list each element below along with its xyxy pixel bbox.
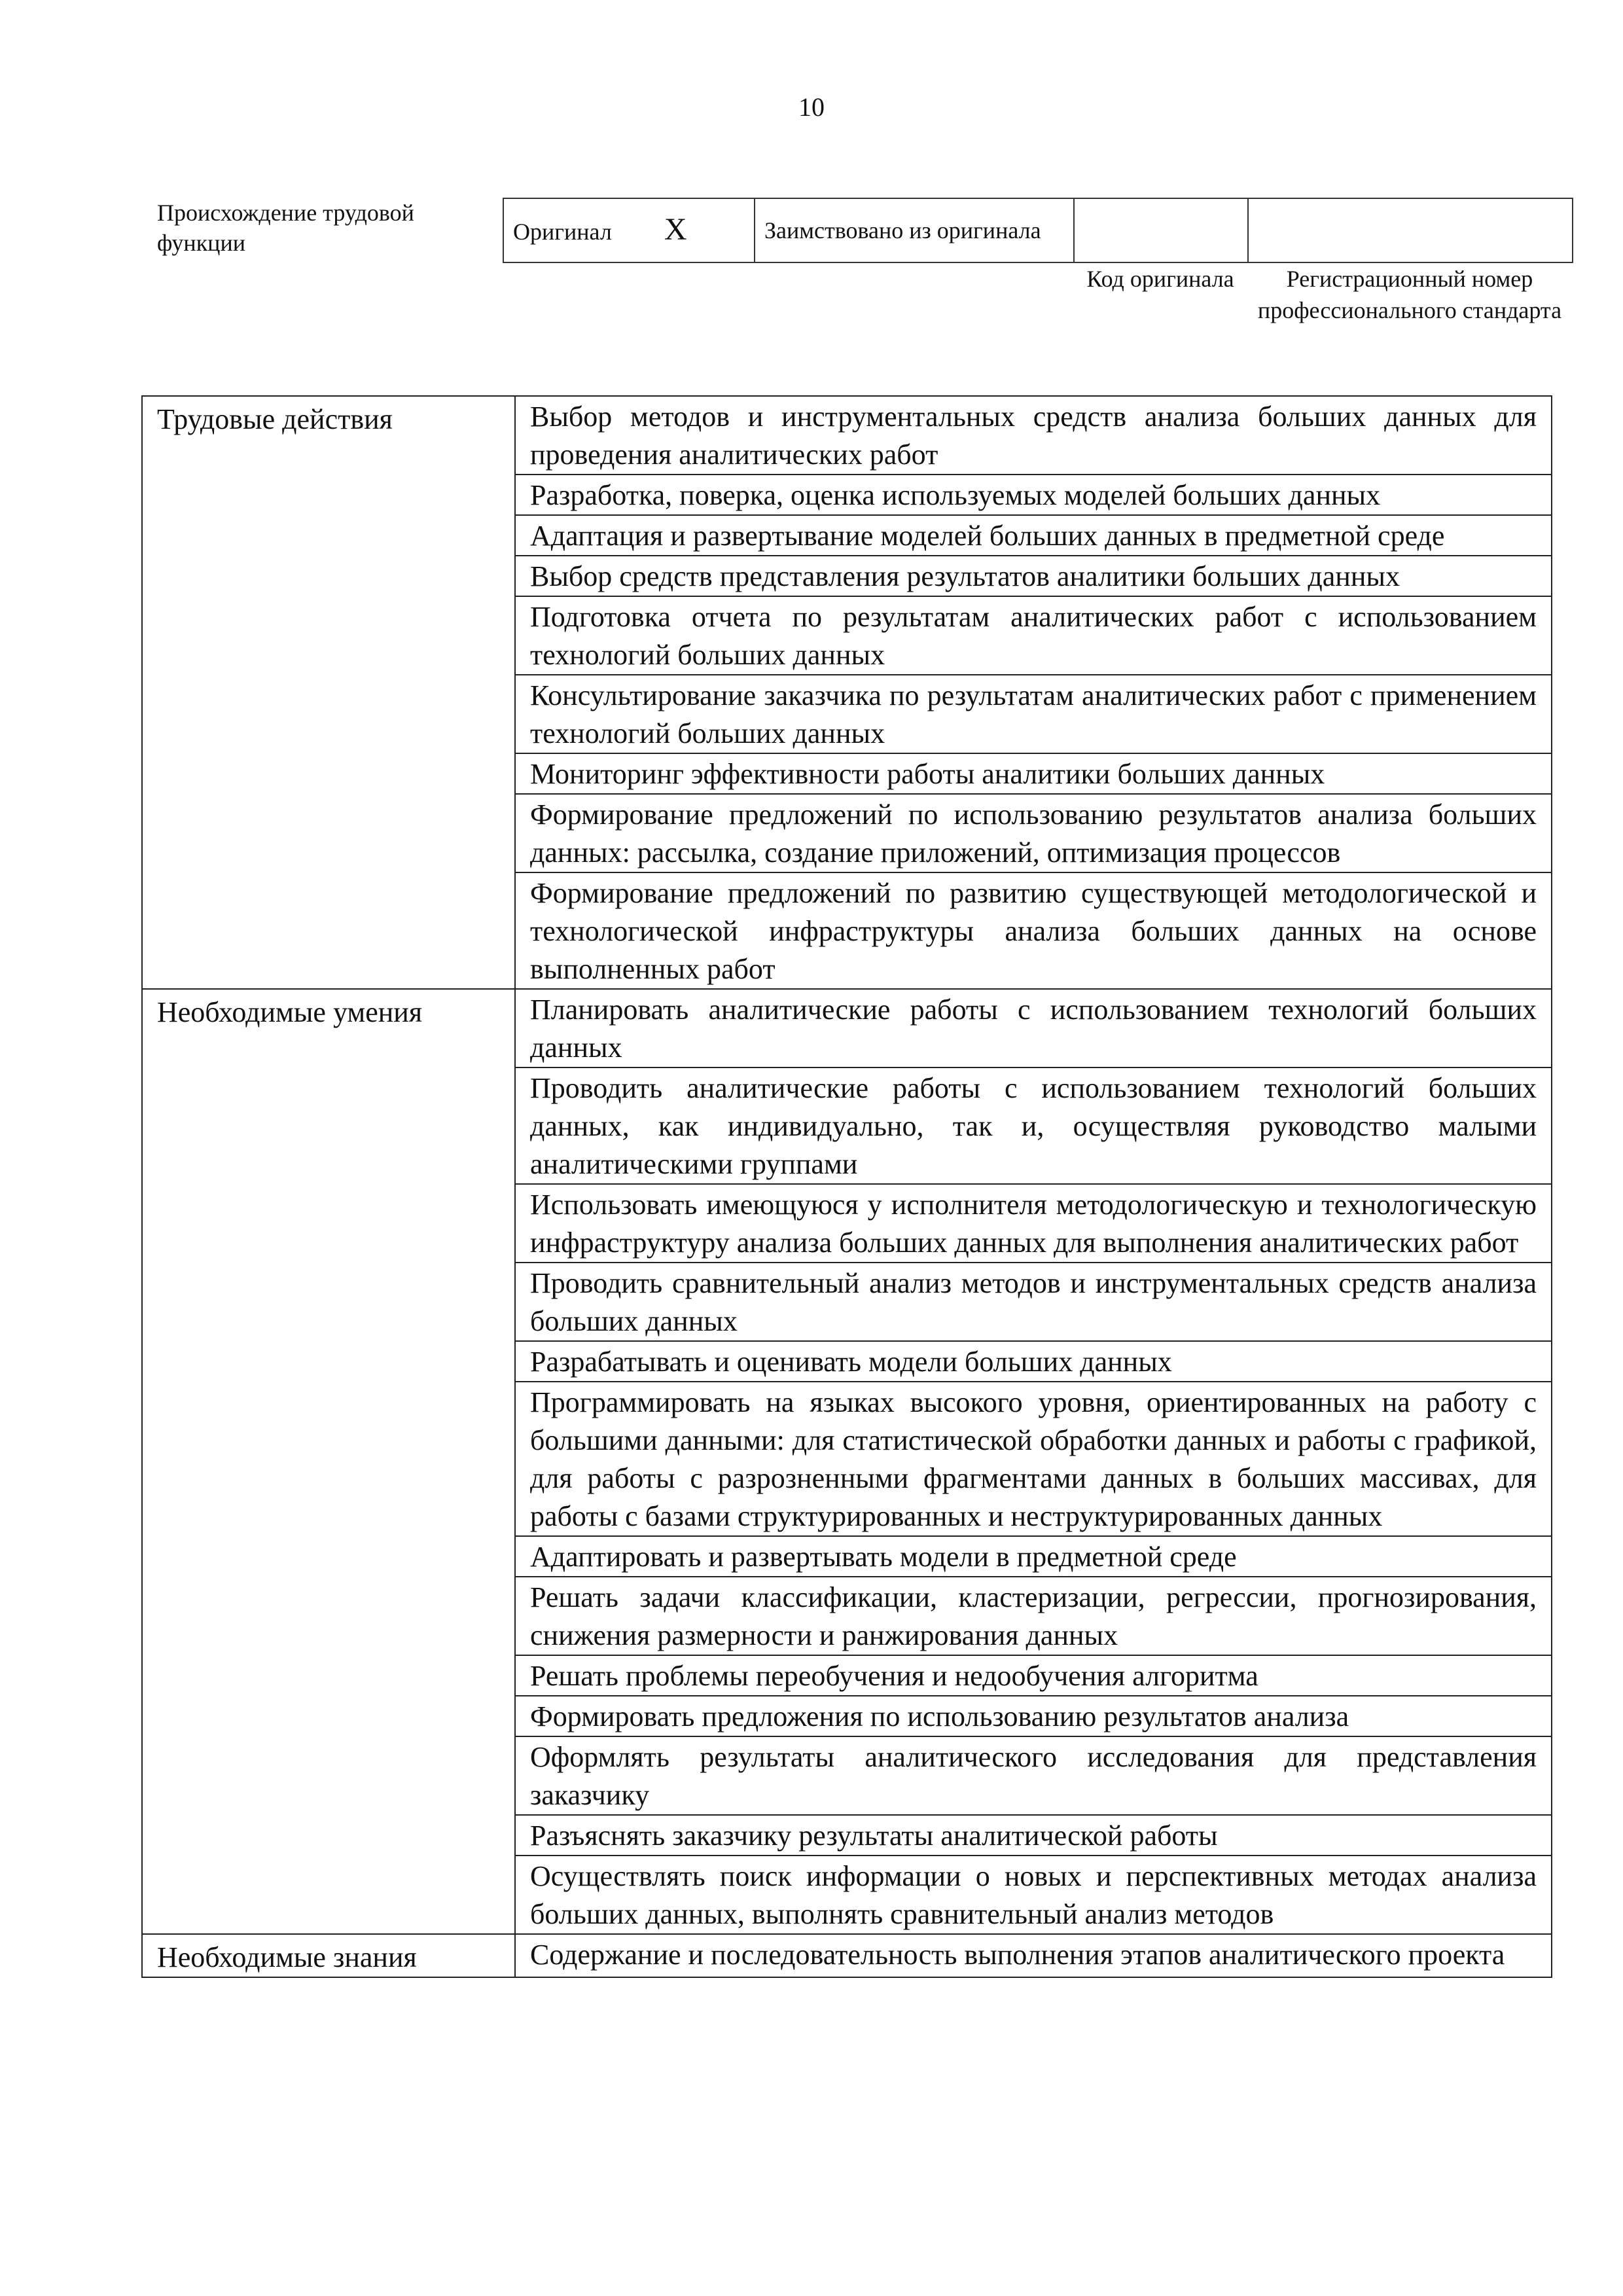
section-item: Решать задачи классификации, кластеризации, регрессии, прогнозирования, снижения размерности и ранжирования данных	[515, 1577, 1552, 1655]
original-label: Оригинал	[513, 218, 612, 245]
code-caption: Код оригинала	[1086, 266, 1234, 292]
section-item: Адаптировать и развертывать модели в предметной среде	[515, 1536, 1552, 1577]
original-cell	[503, 198, 755, 262]
table-row	[142, 396, 1552, 475]
section-item: Формирование предложений по использованию результатов анализа больших данных: рассылка, создание приложений, оптимизация процессов	[515, 794, 1552, 872]
section-item: Содержание и последовательность выполнения этапов аналитического проекта	[515, 1934, 1552, 1977]
table-row	[142, 1934, 1552, 1977]
section-item: Осуществлять поиск информации о новых и перспективных методах анализа больших данных, выполнять сравнительный анализ методов	[515, 1856, 1552, 1934]
section-item: Разъяснять заказчику результаты аналитической работы	[515, 1815, 1552, 1856]
section-item: Выбор средств представления результатов аналитики больших данных	[515, 556, 1552, 596]
section-item: Адаптация и развертывание моделей больших данных в предметной среде	[515, 515, 1552, 556]
table-row	[142, 989, 1552, 1067]
code-cell	[1074, 198, 1248, 262]
section-item: Консультирование заказчика по результатам аналитических работ с применением технологий больших данных	[515, 675, 1552, 753]
reg-number-cell	[1248, 198, 1573, 262]
section-item: Мониторинг эффективности работы аналитики больших данных	[515, 753, 1552, 794]
section-item: Проводить аналитические работы с использованием технологий больших данных, как индивидуально, так и, осуществляя руководство малыми аналитическими группами	[515, 1067, 1552, 1184]
section-item: Подготовка отчета по результатам аналитических работ с использованием технологий больших данных	[515, 596, 1552, 675]
section-item: Разработка, поверка, оценка используемых моделей больших данных	[515, 475, 1552, 515]
borrowed-label: Заимствовано из оригинала	[764, 217, 1041, 243]
section-item: Оформлять результаты аналитического исследования для представления заказчику	[515, 1736, 1552, 1815]
section-item: Программировать на языках высокого уровня, ориентированных на работу с большими данными: для статистической обработки данных и работы с графикой, для работы с разрозненными фрагментами данных в больших массивах, для работы с базами структурированных и неструктурированных данных	[515, 1382, 1552, 1536]
section-title: Необходимые умения	[142, 989, 515, 1934]
reg-number-caption: Регистрационный номер профессионального стандарта	[1257, 266, 1562, 323]
borrowed-cell	[755, 198, 1074, 262]
section-item: Формировать предложения по использованию результатов анализа	[515, 1696, 1552, 1736]
original-mark: X	[664, 211, 687, 247]
section-item: Использовать имеющуюся у исполнителя методологическую и технологическую инфраструктуру анализа больших данных для выполнения аналитических работ	[515, 1184, 1552, 1263]
section-item: Решать проблемы переобучения и недообучения алгоритма	[515, 1655, 1552, 1696]
section-title: Необходимые знания	[142, 1934, 515, 1977]
section-item: Формирование предложений по развитию существующей методологической и технологической инфраструктуры анализа больших данных на основе выполненных работ	[515, 872, 1552, 989]
origin-label: Происхождение трудовой функции	[157, 200, 414, 256]
section-item: Планировать аналитические работы с использованием технологий больших данных	[515, 989, 1552, 1067]
section-title: Трудовые действия	[142, 396, 515, 989]
origin-table	[503, 198, 1573, 263]
page-number: 10	[798, 92, 825, 122]
section-item: Выбор методов и инструментальных средств анализа больших данных для проведения аналитических работ	[515, 396, 1552, 475]
functions-table	[141, 395, 1552, 1978]
section-item: Разрабатывать и оценивать модели больших данных	[515, 1341, 1552, 1382]
section-item: Проводить сравнительный анализ методов и инструментальных средств анализа больших данных	[515, 1263, 1552, 1341]
